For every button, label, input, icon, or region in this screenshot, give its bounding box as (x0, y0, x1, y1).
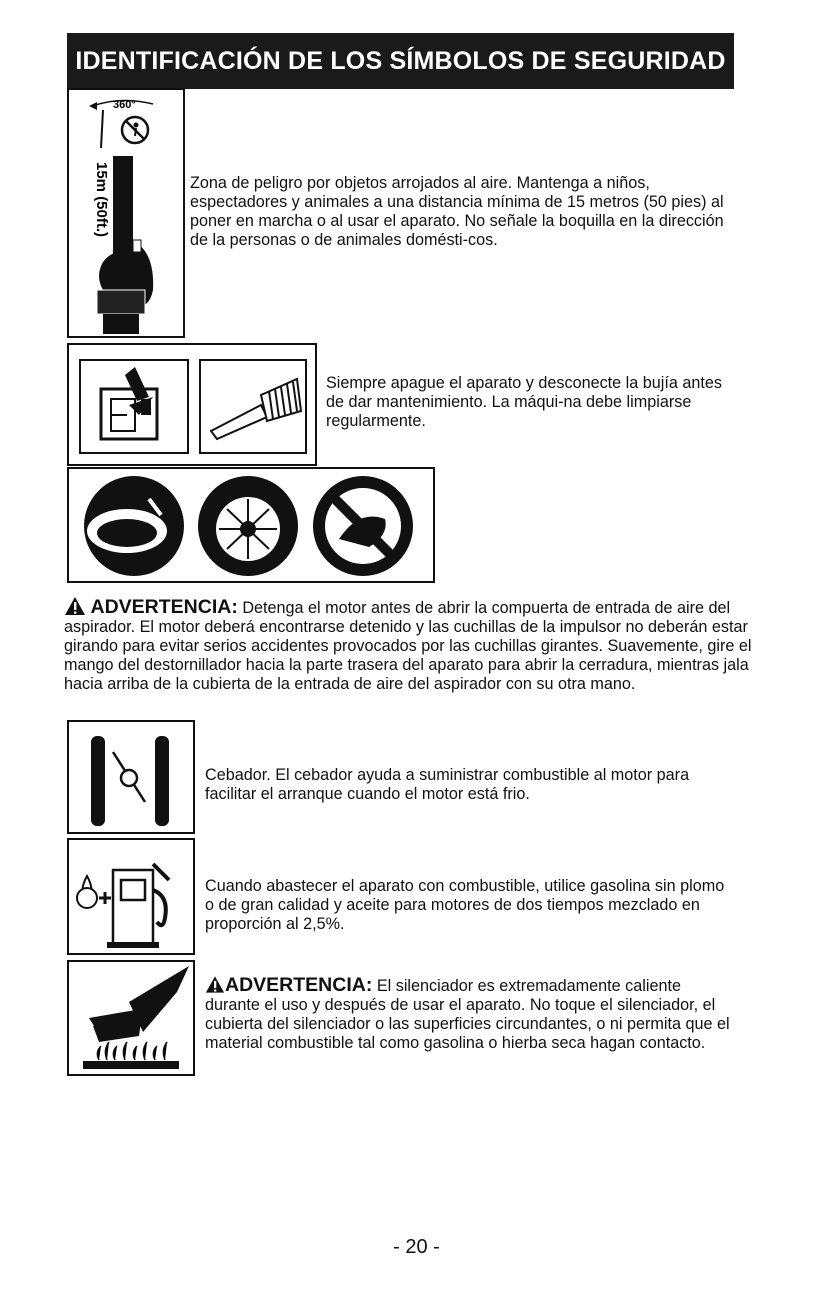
thrown-objects-text: Zona de peligro por objetos arrojados al aire. Mantenga a niños, espectadores y animales a una distancia mínima de 15 metros (50 pies) al poner en marcha o al usar el aparato. No señale la boquilla en la dirección de la personas o de animales domésti-cos. (190, 174, 724, 249)
switch-off-icon (79, 359, 189, 454)
page-number: - 20 - (393, 1236, 440, 1258)
choke-text: Cebador. El cebador ayuda a suministrar combustible al motor para facilitar el arranque cuando el motor está frio. (205, 766, 690, 803)
choke-icon (69, 722, 193, 832)
brush-icon (199, 359, 307, 454)
warning-text: El silenciador es extremadamente caliente durante el uso y después de usar el aparato. No toque el silenciador, el cubierta del silenciador o las superficies circundantes, o ni permita que el material combustible tal como gasolina o hierba seca hagan contacto. (205, 977, 730, 1052)
warning-title: ADVERTENCIA: (225, 974, 373, 996)
fuel-symbol (67, 838, 195, 955)
maintenance-text: Siempre apague el aparato y desconecte la bujía antes de dar mantenimiento. La máqui-na debe limpiarse regularmente. (326, 374, 722, 430)
hot-muffler-warning (205, 975, 740, 1053)
angle-label: 360° (113, 99, 136, 111)
impeller-icon (198, 476, 298, 576)
distance-label: 15m (50ft.) (93, 162, 110, 238)
hot-surface-symbol (67, 960, 195, 1076)
section-title: IDENTIFICACIÓN DE LOS SÍMBOLOS DE SEGURIDAD (67, 33, 734, 89)
thrown-objects-symbol (67, 88, 185, 338)
choke-symbol (67, 720, 195, 834)
no-hand-in-impeller-icon (313, 476, 413, 576)
warning-title: ADVERTENCIA: (90, 596, 238, 618)
hot-surface-hand-icon (69, 962, 193, 1074)
warning-triangle-icon (205, 975, 225, 994)
intake-cover-warning (64, 596, 754, 694)
maintenance-symbol (67, 343, 317, 466)
warning-text: Detenga el motor antes de abrir la compuerta de entrada de aire del aspirador. El motor deberá encontrarse detenido y las cuchillas de la impulsor no deberán estar girando para evitar serios accidentes provocados por las cuchillas girantes. Suavemente, gire el mango del destornillador hacia la parte trasera del aparato para abrir la cerradura, mientras jala hacia arriba de la cubierta de la entrada de aire del aspirador con su otra mano. (64, 599, 752, 693)
intake-cover-icon (84, 476, 184, 576)
warning-triangle-icon (64, 596, 86, 616)
blower-operator-icon (69, 90, 183, 336)
impeller-blade-symbols (67, 467, 435, 583)
fuel-text: Cuando abastecer el aparato con combustible, utilice gasolina sin plomo o de gran calidad y aceite para motores de dos tiempos mezclado en proporción al 2,5%. (205, 877, 725, 933)
fuel-pump-icon (69, 840, 193, 953)
